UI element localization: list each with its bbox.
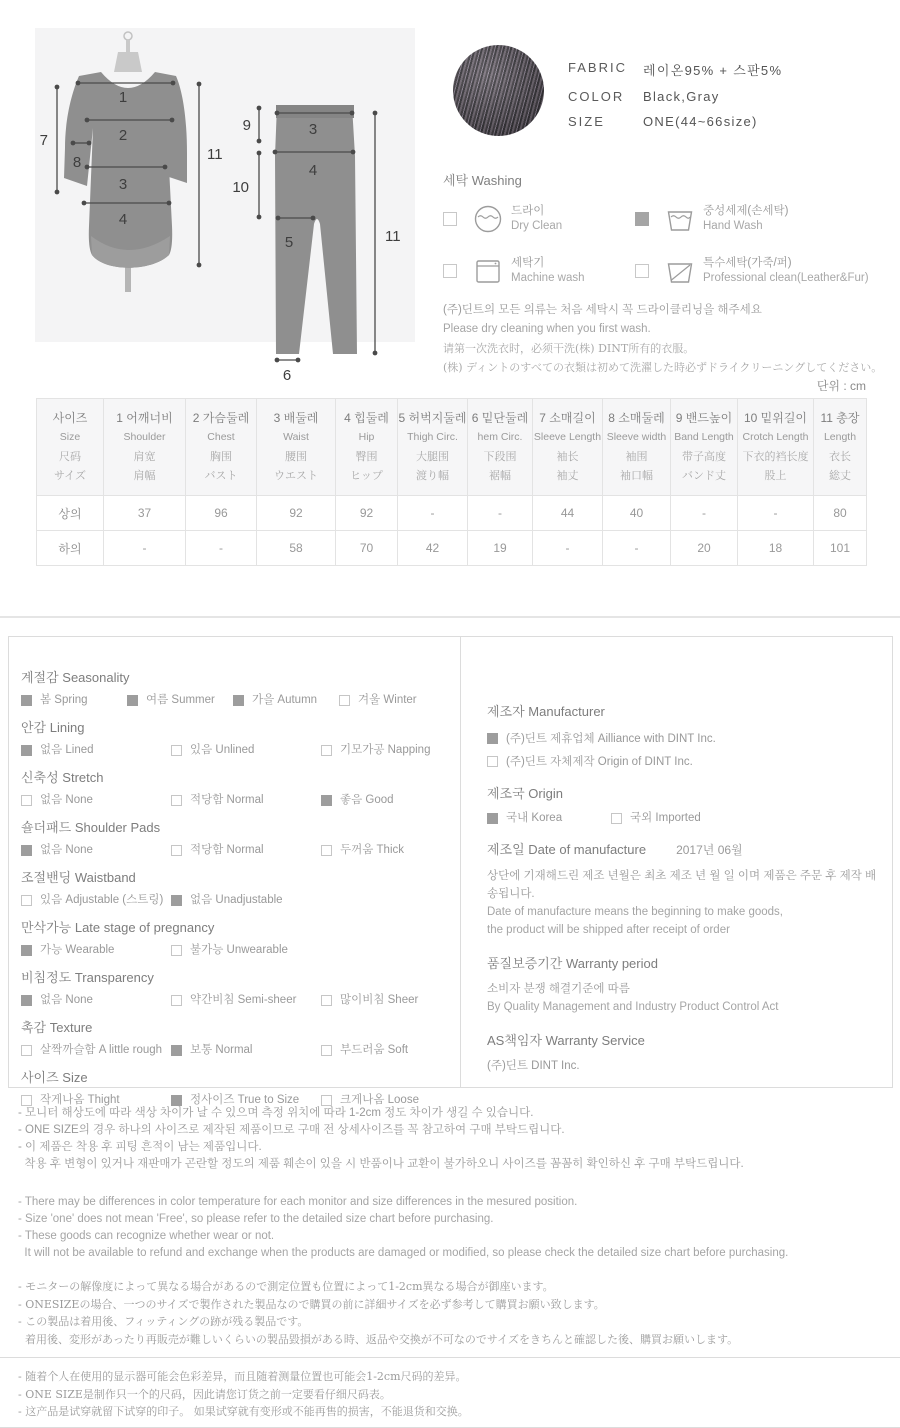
option-stretch-good: 좋음 Good — [321, 794, 394, 807]
option-pads-none: 없음 None — [21, 844, 171, 857]
option-napping: 기모가공 Napping — [321, 744, 430, 757]
col-size: 사이즈 Size 尺码 サイズ — [37, 399, 104, 496]
option-winter: 겨울 Winter — [339, 694, 445, 707]
texture-normal-checkbox[interactable] — [171, 1045, 182, 1056]
size-label: SIZE — [568, 114, 605, 129]
unadjustable-checkbox[interactable] — [171, 895, 182, 906]
footer-divider — [0, 1357, 900, 1358]
measure-label-pants-waist: 3 — [308, 121, 318, 138]
washing-item-machine-wash — [443, 256, 635, 286]
washing-label-en: Hand Wash — [703, 220, 763, 232]
washing-label-ko: 특수세탁(가죽/퍼) — [703, 257, 792, 269]
measure-label-band: 9 — [242, 117, 251, 134]
option-true-to-size: 정사이즈 True to Size — [171, 1094, 321, 1107]
option-soft: 부드러움 Soft — [321, 1044, 408, 1057]
footer-notes-chinese — [18, 1368, 900, 1421]
group-origin: 제조국 Origin 국내 Korea 국외 Imported — [487, 786, 701, 824]
option-stretch-normal: 적당함 Normal — [171, 794, 321, 807]
spring-checkbox[interactable] — [21, 695, 32, 706]
washing-label-ko: 중성세제(손세탁) — [703, 205, 789, 217]
option-unwearable: 불가능 Unwearable — [171, 944, 288, 957]
lined-checkbox[interactable] — [21, 745, 32, 756]
unwearable-checkbox[interactable] — [171, 945, 182, 956]
option-rough: 살짝까슬함 A little rough — [21, 1044, 171, 1057]
col-chest: 2 가슴둘레 Chest 胸围 バスト — [186, 399, 257, 496]
rough-checkbox[interactable] — [21, 1045, 32, 1056]
washing-note-english: Please dry cleaning when you first wash. — [443, 323, 651, 335]
dry-clean-icon — [473, 204, 503, 234]
col-crotch-length: 10 밑위길이 Crotch Length 下衣的裆长度 股上 — [738, 399, 814, 496]
washing-notes — [443, 301, 882, 377]
korea-checkbox[interactable] — [487, 813, 498, 824]
washing-label-en: Professional clean(Leather&Fur) — [703, 272, 869, 284]
measure-label-crotch: 10 — [232, 179, 249, 196]
washing-item-dry-clean — [443, 204, 635, 234]
alliance-checkbox[interactable] — [487, 733, 498, 744]
option-korea: 국내 Korea — [487, 812, 611, 825]
option-autumn: 가을 Autumn — [233, 694, 339, 707]
machine-wash-icon — [473, 256, 503, 286]
washing-section — [443, 170, 895, 286]
measure-label-pants-length: 11 — [385, 228, 401, 245]
table-row-bottom: 하의 - - 58 70 42 19 - - 20 18 101 — [37, 531, 867, 566]
pads-none-checkbox[interactable] — [21, 845, 32, 856]
option-semi-sheer: 약간비침 Semi-sheer — [171, 994, 321, 1007]
hand-wash-checkbox[interactable] — [635, 212, 649, 226]
measure-label-top-length: 11 — [207, 146, 223, 163]
option-transparency-none: 없음 None — [21, 994, 171, 1007]
col-hip: 4 힙둘레 Hip 臀围 ヒップ — [336, 399, 398, 496]
page-bottom-divider — [0, 1427, 900, 1428]
measure-label-pants-hip: 4 — [308, 162, 318, 179]
fabric-swatch-image — [453, 45, 544, 136]
col-band-length: 9 밴드높이 Band Length 带子高度 バンド丈 — [671, 399, 738, 496]
option-loose: 크게나옴 Loose — [321, 1094, 419, 1107]
manufacture-date-value: 2017년 06월 — [676, 843, 743, 857]
group-manufacture-date: 제조일 Date of manufacture 2017년 06월 상단에 기재해드린 제조 년월은 최초 제조 년 월 일 이며 제품은 주문 후 제작 배송됩니다. Date of manufacture means the beginning to make goods, the product will be shipped after receipt of order — [487, 842, 877, 936]
unit-label: 단위 : cm — [816, 379, 866, 393]
group-manufacturer: 제조자 Manufacturer (주)딘트 제휴업체 Ailliance with DINT Inc. (주)딘트 자체제작 Origin of DINT Inc. — [487, 701, 882, 769]
size-value: ONE(44~66size) — [643, 114, 758, 129]
group-pregnancy: 만삭가능 Late stage of pregnancy 가능 Wearable 불가능 Unwearable — [21, 920, 288, 956]
measure-label-sleeve-length: 7 — [39, 132, 48, 149]
dry-clean-checkbox[interactable] — [443, 212, 457, 226]
option-tight: 작게나옴 Thight — [21, 1094, 171, 1107]
product-attributes-box — [8, 636, 893, 1106]
option-imported: 국외 Imported — [611, 812, 701, 825]
pads-normal-checkbox[interactable] — [171, 845, 182, 856]
col-thigh: 5 허벅지둘레 Thigh Circ. 大腿围 渡り幅 — [398, 399, 468, 496]
washing-label-ko: 드라이 — [511, 205, 545, 217]
measure-label-thigh: 5 — [284, 234, 294, 251]
option-stretch-none: 없음 None — [21, 794, 171, 807]
color-label: COLOR — [568, 89, 625, 104]
unlined-checkbox[interactable] — [171, 745, 182, 756]
group-transparency: 비침정도 Transparency 없음 None 약간비침 Semi-sheer 많이비침 Sheer — [21, 970, 419, 1006]
col-hem: 6 밑단둘레 hem Circ. 下段围 裾幅 — [468, 399, 533, 496]
option-summer: 여름 Summer — [127, 694, 233, 707]
wearable-checkbox[interactable] — [21, 945, 32, 956]
summer-checkbox[interactable] — [127, 695, 138, 706]
table-row-top: 상의 37 96 92 92 - - 44 40 - - 80 — [37, 496, 867, 531]
col-sleeve-width: 8 소매둘레 Sleeve width 袖围 袖口幅 — [603, 399, 671, 496]
group-seasonality: 계절감 Seasonality 봄 Spring 여름 Summer 가을 Autumn 겨울 Winter — [21, 667, 460, 707]
stretch-good-checkbox[interactable] — [321, 795, 332, 806]
section-divider — [0, 616, 900, 618]
washing-item-professional-clean — [635, 256, 895, 286]
size-table — [36, 398, 867, 566]
stretch-normal-checkbox[interactable] — [171, 795, 182, 806]
washing-note-chinese: 请第一次洗衣时，必须干洗(株) DINT所有的衣服。 — [443, 342, 695, 355]
sheer-checkbox[interactable] — [321, 995, 332, 1006]
autumn-checkbox[interactable] — [233, 695, 244, 706]
adjustable-checkbox[interactable] — [21, 895, 32, 906]
col-waist: 3 배둘레 Waist 腰围 ウエスト — [257, 399, 336, 496]
option-origin-dint: (주)딘트 자체제작 Origin of DINT Inc. — [487, 753, 882, 769]
group-warranty-period: 품질보증기간 Warranty period 소비자 분쟁 해결기준에 따름 By Quality Management and Industry Product Control Act — [487, 956, 779, 1013]
napping-checkbox[interactable] — [321, 745, 332, 756]
group-stretch: 신축성 Stretch 없음 None 적당함 Normal 좋음 Good — [21, 770, 394, 806]
notes-korean: - 모니터 해상도에 따라 색상 차이가 날 수 있으며 측정 위치에 따라 1-2cm 정도 차이가 생길 수 있습니다. - ONE SIZE의 경우 하나의 사이즈로 제작된 제품이므로 구매 전 상세사이즈를 꼭 참고하여 구매 부탁드립니다. - 이 제품은 착용 후 피팅 흔적이 남는 제품입니다. 착용 후 변형이 있거나 재판매가 곤란할 정도의 제품 훼손이 있을 시 반품이나 교환이 불가하오니 사이즈를 꼼꼼히 확인하신 후 구매 부탁드립니다. — [18, 1107, 744, 1170]
option-pads-normal: 적당함 Normal — [171, 844, 321, 857]
washing-label-ko: 세탁기 — [511, 257, 545, 269]
option-waistband-adjustable: 있음 Adjustable (스트링) — [21, 894, 171, 907]
soft-checkbox[interactable] — [321, 1045, 332, 1056]
notes-english: - There may be differences in color temperature for each monitor and size differences in the mesured position. - Size 'one' does not mean 'Free', so please refer to the detailed size chart before purchasing. - These goods can recognize whether wear or not. It will not be available to refund and exchange when the products are damaged or modified, so please check the detailed size chart before purchasing. — [18, 1196, 789, 1259]
col-shoulder: 1 어깨너비 Shoulder 肩宽 肩幅 — [104, 399, 186, 496]
pads-thick-checkbox[interactable] — [321, 845, 332, 856]
leggings-waistband — [276, 105, 354, 118]
winter-checkbox[interactable] — [339, 695, 350, 706]
measure-label-sleeve-width: 8 — [72, 154, 82, 171]
washing-note-japanese: (株) ディントのすべての衣類は初めて洗濯した時必ずドライクリーニングしてください。 — [443, 361, 883, 374]
professional-clean-checkbox[interactable] — [635, 264, 649, 278]
measure-label-waist: 3 — [118, 176, 128, 193]
attributes-column — [9, 637, 461, 1106]
option-spring: 봄 Spring — [21, 694, 127, 707]
col-length: 11 총장 Length 衣长 総丈 — [814, 399, 867, 496]
washing-label-en: Dry Clean — [511, 220, 563, 232]
fabric-value: 레이온95% + 스판5% — [643, 63, 783, 78]
option-lined: 없음 Lined — [21, 744, 171, 757]
measure-label-chest: 2 — [118, 127, 128, 144]
washing-label-en: Machine wash — [511, 272, 585, 284]
washing-title: 세탁 Washing — [443, 173, 522, 188]
washing-note-korean: (주)딘트의 모든 의류는 처음 세탁시 꼭 드라이클리닝을 해주세요 — [443, 304, 762, 316]
imported-checkbox[interactable] — [611, 813, 622, 824]
option-unlined: 있음 Unlined — [171, 744, 321, 757]
product-spec — [568, 60, 782, 129]
transparency-none-checkbox[interactable] — [21, 995, 32, 1006]
group-lining: 안감 Lining 없음 Lined 있음 Unlined 기모가공 Napping — [21, 720, 431, 756]
option-wearable: 가능 Wearable — [21, 944, 171, 957]
professional-clean-icon — [665, 256, 695, 286]
measure-label-hip: 4 — [118, 211, 128, 228]
option-waistband-unadjustable: 없음 Unadjustable — [171, 894, 283, 907]
machine-wash-checkbox[interactable] — [443, 264, 457, 278]
notes-japanese: - モニターの解像度によって異なる場合があるので測定位置も位置によって1-2cm異なる場合が御座います。 - ONESIZEの場合、一つのサイズで製作された製品なので購買の前に詳細サイズを必ず参考して購買お願い致します。 - この製品は着用後、フィッティングの跡が残る製品です。 着用後、変形があったり再販売が難しいくらいの製品毀損がある時、返品や交換が不可なのでサイズをきちんと確認した後、購買お願いします。 — [18, 1280, 739, 1346]
option-alliance: (주)딘트 제휴업체 Ailliance with DINT Inc. — [487, 730, 882, 746]
option-texture-normal: 보통 Normal — [171, 1044, 321, 1057]
fabric-label: FABRIC — [568, 60, 627, 75]
group-warranty-service: AS책임자 Warranty Service (주)딘트 DINT Inc. — [487, 1033, 645, 1072]
group-size-fit: 사이즈 Size 작게나옴 Thight 정사이즈 True to Size 크게나옴 Loose — [21, 1070, 419, 1106]
semi-sheer-checkbox[interactable] — [171, 995, 182, 1006]
footer-notes — [18, 1105, 900, 1348]
manufacturing-column — [461, 637, 892, 1087]
measure-label-hem: 6 — [282, 367, 292, 384]
notes-chinese: - 随着个人在使用的显示器可能会色彩差异，而且随着测量位置也可能会1-2cm尺码的差异。 - ONE SIZE是制作只一个的尺码，因此请您订货之前一定要看仔细尺码表。 - 这产品是试穿就留下试穿的印子。 如果试穿就有变形或不能再售的损害，不能退货和交换。 — [18, 1370, 469, 1418]
option-sheer: 많이비침 Sheer — [321, 994, 418, 1007]
hand-wash-icon — [665, 204, 695, 234]
group-texture: 촉감 Texture 살짝까슬함 A little rough 보통 Normal 부드러움 Soft — [21, 1020, 409, 1056]
top-section — [0, 0, 900, 398]
col-sleeve-length: 7 소매길이 Sleeve Length 袖长 袖丈 — [533, 399, 603, 496]
measure-label-shoulder: 1 — [118, 89, 128, 106]
group-waistband: 조절밴딩 Waistband 있음 Adjustable (스트링) 없음 Unadjustable — [21, 870, 283, 906]
washing-item-hand-wash — [635, 204, 895, 234]
stretch-none-checkbox[interactable] — [21, 795, 32, 806]
garment-measurement-diagram — [35, 28, 415, 384]
size-table-header-row — [37, 399, 867, 496]
origin-dint-checkbox[interactable] — [487, 756, 498, 767]
option-pads-thick: 두꺼움 Thick — [321, 844, 404, 857]
color-value: Black,Gray — [643, 89, 720, 104]
group-shoulder-pads: 숄더패드 Shoulder Pads 없음 None 적당함 Normal 두꺼움 Thick — [21, 820, 404, 856]
